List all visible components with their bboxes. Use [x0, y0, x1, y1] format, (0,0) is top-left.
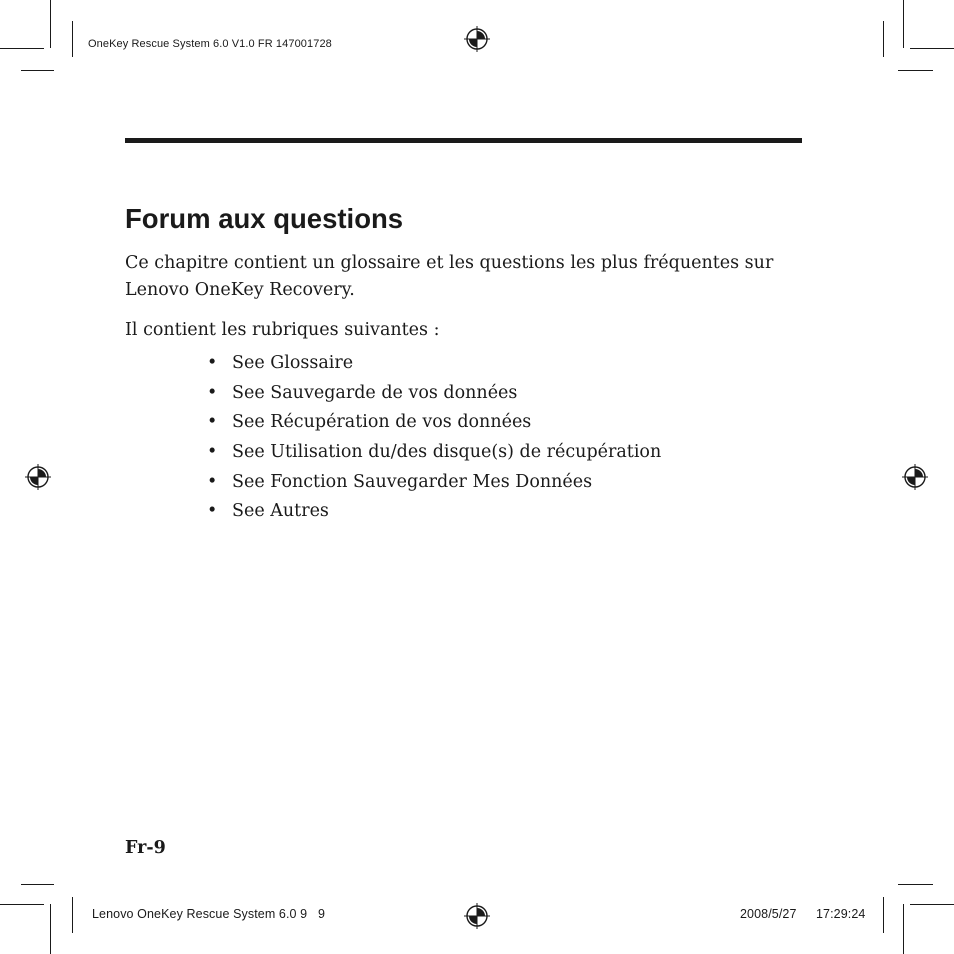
- topic-link[interactable]: See Autres: [232, 501, 329, 522]
- list-item[interactable]: [207, 468, 661, 498]
- list-item[interactable]: [207, 438, 661, 468]
- crop-mark: [910, 48, 954, 49]
- bullet-icon: •: [207, 471, 218, 492]
- list-item[interactable]: [207, 379, 661, 409]
- crop-mark: [72, 21, 73, 57]
- topic-link[interactable]: See Glossaire: [232, 353, 354, 373]
- topic-link[interactable]: See Récupération de vos données: [232, 412, 532, 433]
- bullet-icon: •: [207, 412, 218, 433]
- crop-mark: [21, 884, 54, 885]
- bullet-icon: •: [207, 442, 218, 463]
- footer-date: 2008/5/27: [740, 907, 797, 921]
- registration-mark-icon: [464, 26, 490, 52]
- page-title: Forum aux questions: [125, 203, 404, 234]
- crop-mark: [903, 904, 904, 954]
- footer-slug: Lenovo OneKey Rescue System 6.0 9 9: [92, 907, 325, 921]
- list-item[interactable]: [207, 408, 661, 438]
- bullet-icon: •: [207, 501, 218, 522]
- topic-link[interactable]: See Utilisation du/des disque(s) de récupération: [232, 442, 662, 463]
- crop-mark: [898, 70, 933, 71]
- bullet-icon: •: [207, 353, 218, 373]
- footer-time: 17:29:24: [816, 907, 866, 921]
- crop-mark: [903, 0, 904, 48]
- crop-mark: [0, 904, 44, 905]
- crop-mark: [21, 70, 54, 71]
- header-slug: OneKey Rescue System 6.0 V1.0 FR 147001728: [88, 38, 332, 50]
- registration-mark-icon: [464, 903, 490, 929]
- list-item[interactable]: [207, 497, 661, 527]
- crop-mark: [50, 904, 51, 954]
- list-item[interactable]: [207, 349, 661, 379]
- crop-mark: [898, 884, 933, 885]
- crop-mark: [72, 897, 73, 933]
- registration-mark-icon: [902, 464, 928, 490]
- topic-link[interactable]: See Fonction Sauvegarder Mes Données: [232, 471, 593, 492]
- crop-mark: [910, 904, 954, 905]
- crop-mark: [50, 0, 51, 48]
- chapter-rule: [125, 138, 802, 143]
- page-number: Fr-9: [125, 838, 166, 858]
- crop-mark: [883, 897, 884, 933]
- topic-list: [207, 349, 661, 527]
- crop-mark: [883, 21, 884, 57]
- list-lead: Il contient les rubriques suivantes :: [125, 320, 440, 340]
- bullet-icon: •: [207, 382, 218, 403]
- intro-paragraph: Ce chapitre contient un glossaire et les questions les plus fréquentes sur Lenovo OneKey Recovery.: [125, 253, 774, 300]
- topic-link[interactable]: See Sauvegarde de vos données: [232, 382, 518, 403]
- registration-mark-icon: [25, 464, 51, 490]
- crop-mark: [0, 48, 44, 49]
